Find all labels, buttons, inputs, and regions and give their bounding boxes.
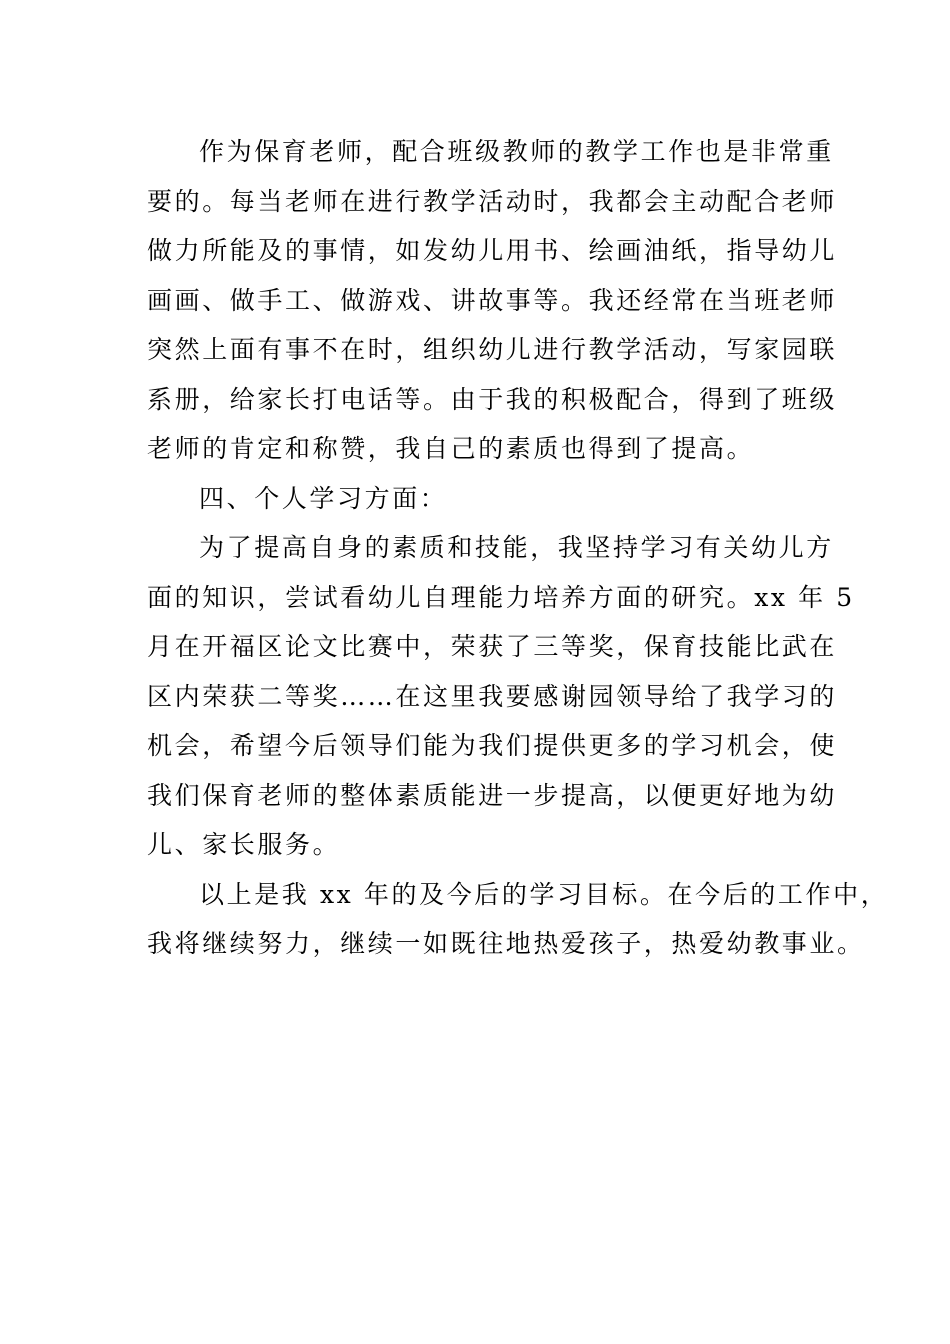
text-line: 画画、做手工、做游戏、讲故事等。我还经常在当班老师 [147,285,838,315]
text-line: 为了提高自身的素质和技能，我坚持学习有关幼儿方 [199,533,834,562]
text-line: 做力所能及的事情，如发幼儿用书、绘画油纸，指导幼儿 [147,236,838,265]
text-line: 机会，希望今后领导们能为我们提供更多的学习机会，使 [147,731,838,760]
document-page [147,127,889,969]
text-line: 系册，给家长打电话等。由于我的积极配合，得到了班级 [147,384,838,414]
paragraph-teaching-cooperation [147,127,838,474]
paragraph-conclusion [147,870,889,969]
section-heading-personal-study [147,474,827,524]
text-line: 我们保育老师的整体素质能进一步提高，以便更好地为幼 [147,780,838,810]
text-line: 作为保育老师，配合班级教师的教学工作也是非常重 [199,137,834,166]
heading-line: 四、个人学习方面： [199,483,448,513]
text-line: 面的知识，尝试看幼儿自理能力培养方面的研究。xx 年 5 [147,582,855,612]
text-line: 月在开福区论文比赛中，荣获了三等奖，保育技能比武在 [147,632,838,661]
paragraph-personal-study [147,523,855,870]
text-line: 区内荣获二等奖……在这里我要感谢园领导给了我学习的 [147,681,838,711]
text-line: 以上是我 xx 年的及今后的学习目标。在今后的工作中， [199,879,889,909]
text-line: 儿、家长服务。 [147,830,341,859]
text-line: 老师的肯定和称赞，我自己的素质也得到了提高。 [147,434,755,463]
text-line: 要的。每当老师在进行教学活动时，我都会主动配合老师 [147,186,838,216]
text-line: 突然上面有事不在时，组织幼儿进行教学活动，写家园联 [147,335,838,364]
text-line: 我将继续努力，继续一如既往地热爱孩子，热爱幼教事业。 [147,929,865,958]
